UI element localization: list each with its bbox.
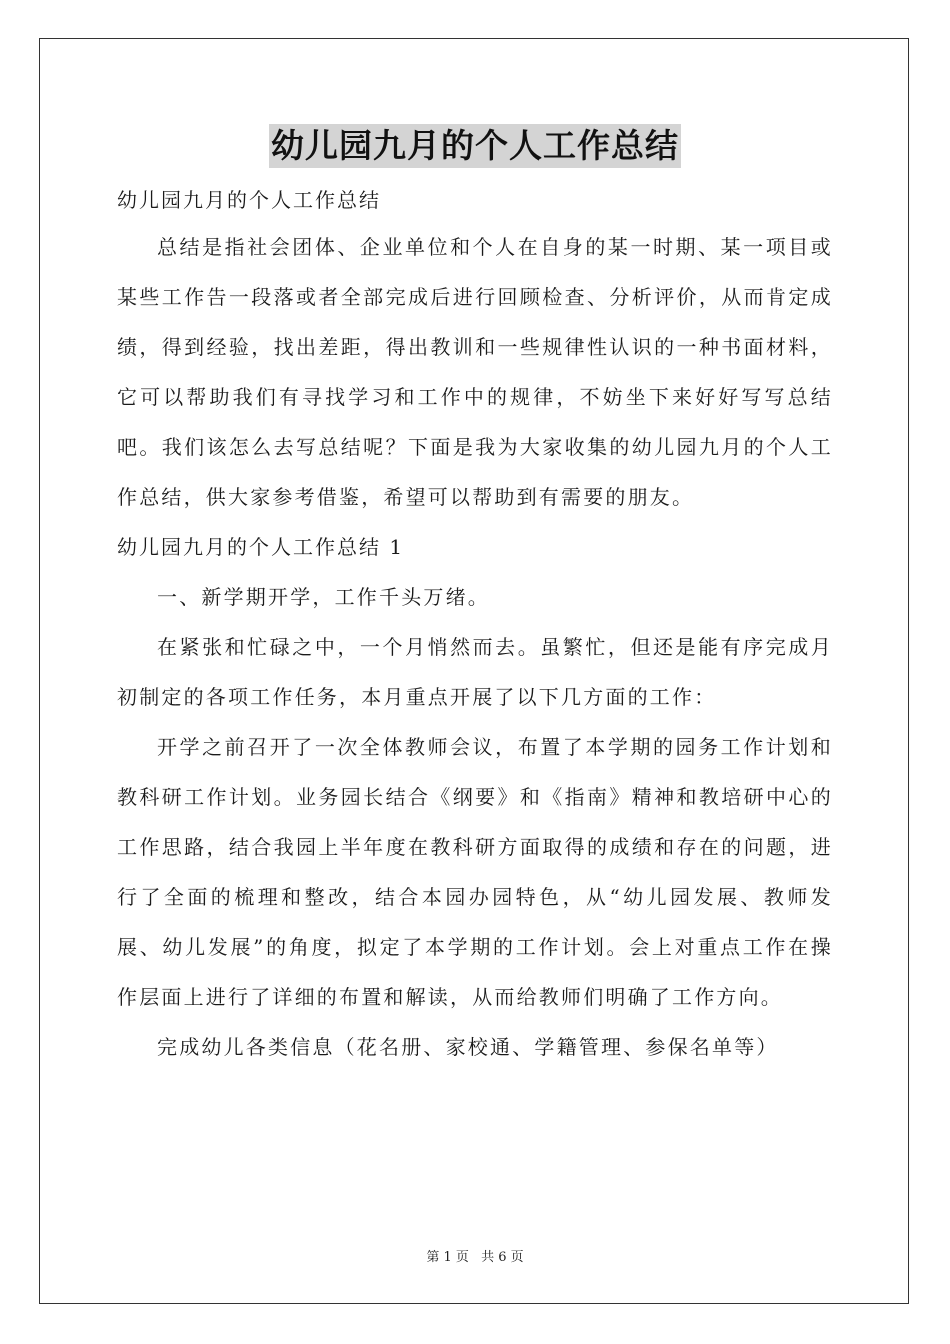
document-subtitle: 幼儿园九月的个人工作总结	[117, 188, 381, 212]
title-wrap	[117, 124, 833, 176]
intro-paragraph: 总结是指社会团体、企业单位和个人在自身的某一时期、某一项目或某些工作告一段落或者全部完成后进行回顾检查、分析评价，从而肯定成绩，得到经验，找出差距，得出教训和一些规律性认识的一种书面材料，它可以帮助我们有寻找学习和工作中的规律，不妨坐下来好好写写总结吧。我们该怎么去写总结呢？下面是我为大家收集的幼儿园九月的个人工作总结，供大家参考借鉴，希望可以帮助到有需要的朋友。	[117, 235, 833, 509]
paragraph-2: 开学之前召开了一次全体教师会议，布置了本学期的园务工作计划和教科研工作计划。业务园长结合《纲要》和《指南》精神和教培研中心的工作思路，结合我园上半年度在教科研方面取得的成绩和存在的问题，进行了全面的梳理和整改，结合本园办园特色，从“幼儿园发展、教师发展、幼儿发展”的角度，拟定了本学期的工作计划。会上对重点工作在操作层面上进行了详细的布置和解读，从而给教师们明确了工作方向。	[117, 735, 833, 1009]
page-number: 第 1 页	[426, 1250, 469, 1265]
paragraph-3: 完成幼儿各类信息（花名册、家校通、学籍管理、参保名单等）	[157, 1035, 779, 1059]
section-heading: 幼儿园九月的个人工作总结 1	[117, 535, 405, 559]
document-title: 幼儿园九月的个人工作总结	[269, 124, 681, 168]
item-heading: 一、新学期开学，工作千头万绪。	[157, 585, 490, 609]
document-body	[117, 124, 833, 1072]
paragraph-1: 在紧张和忙碌之中，一个月悄然而去。虽繁忙，但还是能有序完成月初制定的各项工作任务，本月重点开展了以下几方面的工作：	[117, 635, 833, 709]
page-footer	[0, 1246, 950, 1265]
page-total: 共 6 页	[481, 1250, 524, 1265]
